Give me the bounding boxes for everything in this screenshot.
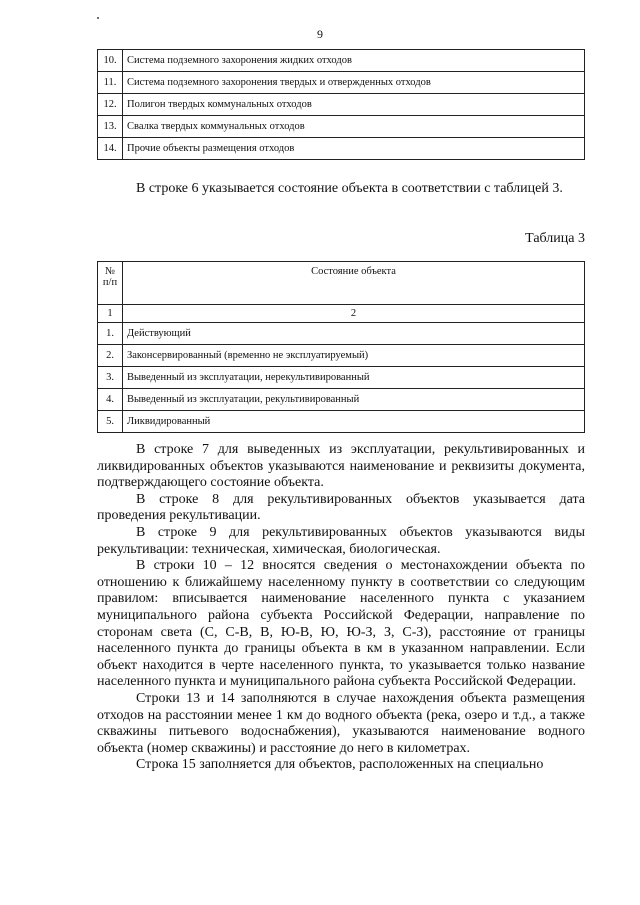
waste-object-types-table xyxy=(97,49,585,160)
table-row xyxy=(98,50,585,72)
row-text: Действующий xyxy=(123,323,585,345)
row-text: Свалка твердых коммунальных отходов xyxy=(123,116,585,138)
object-state-table xyxy=(97,261,585,433)
header-num: № п/п xyxy=(98,262,123,305)
page-number: 9 xyxy=(317,27,323,41)
row-text: Система подземного захоронения твердых и отвержденных отходов xyxy=(123,72,585,94)
table-row xyxy=(98,389,585,411)
row-number: 3. xyxy=(98,367,123,389)
body-text xyxy=(97,442,585,774)
row-text: Полигон твердых коммунальных отходов xyxy=(123,94,585,116)
table3-caption: Таблица 3 xyxy=(525,231,585,246)
row-number: 4. xyxy=(98,389,123,411)
row-text: Прочие объекты размещения отходов xyxy=(123,138,585,160)
table-row xyxy=(98,116,585,138)
row-number: 12. xyxy=(98,94,123,116)
table-header-row xyxy=(98,262,585,305)
row-text: Выведенный из эксплуатации, рекультивированный xyxy=(123,389,585,411)
index-cell: 1 xyxy=(98,305,123,323)
table-row xyxy=(98,72,585,94)
table-row xyxy=(98,411,585,433)
row-text: Законсервированный (временно не эксплуатируемый) xyxy=(123,345,585,367)
row-number: 2. xyxy=(98,345,123,367)
row-number: 5. xyxy=(98,411,123,433)
scan-speck xyxy=(97,17,99,19)
header-title: Состояние объекта xyxy=(123,262,585,305)
table-row xyxy=(98,345,585,367)
table-row xyxy=(98,94,585,116)
table-row xyxy=(98,138,585,160)
paragraph-row6: В строке 6 указывается состояние объекта в соответствии с таблицей 3. xyxy=(136,181,563,196)
paragraph-row9: В строке 9 для рекультивированных объектов указываются виды рекультивации: техническая, химическая, биологическая. xyxy=(97,524,585,557)
index-cell: 2 xyxy=(123,305,585,323)
row-number: 13. xyxy=(98,116,123,138)
paragraph-row7: В строке 7 для выведенных из эксплуатации, рекультивированных и ликвидированных объектов указываются наименование и реквизиты документа, подтверждающего состояние объекта. xyxy=(97,442,585,491)
row-text: Система подземного захоронения жидких отходов xyxy=(123,50,585,72)
row-number: 11. xyxy=(98,72,123,94)
row-number: 10. xyxy=(98,50,123,72)
row-number: 14. xyxy=(98,138,123,160)
paragraph-row8: В строке 8 для рекультивированных объектов указывается дата проведения рекультивации. xyxy=(97,491,585,524)
table-row xyxy=(98,367,585,389)
table-index-row xyxy=(98,305,585,323)
row-text: Ликвидированный xyxy=(123,411,585,433)
row-text: Выведенный из эксплуатации, нерекультивированный xyxy=(123,367,585,389)
paragraph-rows10-12: В строки 10 – 12 вносятся сведения о местонахождении объекта по отношению к ближайшему населенному пункту в соответствии со следующим правилом: вписывается наименование населенного пункта с указанием муниципального района субъекта Российской Федерации, направление по сторонам света (С, С-В, В, Ю-В, Ю, Ю-З, З, С-З), расстояние от границы населенного пункта до границы объекта в км в указанном направлении. Если объект находится в черте населенного пункта, то указывается только название населенного пункта и муниципального района субъекта Российской Федерации. xyxy=(97,558,585,690)
paragraph-row15: Строка 15 заполняется для объектов, расположенных на специально xyxy=(136,757,544,773)
table-row xyxy=(98,323,585,345)
paragraph-rows13-14: Строки 13 и 14 заполняются в случае нахождения объекта размещения отходов на расстоянии менее 1 км до водного объекта (река, озеро и т.д., а также скважины питьевого водоснабжения), указываются наименование водного объекта (номер скважины) и расстояние до него в километрах. xyxy=(97,690,585,756)
row-number: 1. xyxy=(98,323,123,345)
